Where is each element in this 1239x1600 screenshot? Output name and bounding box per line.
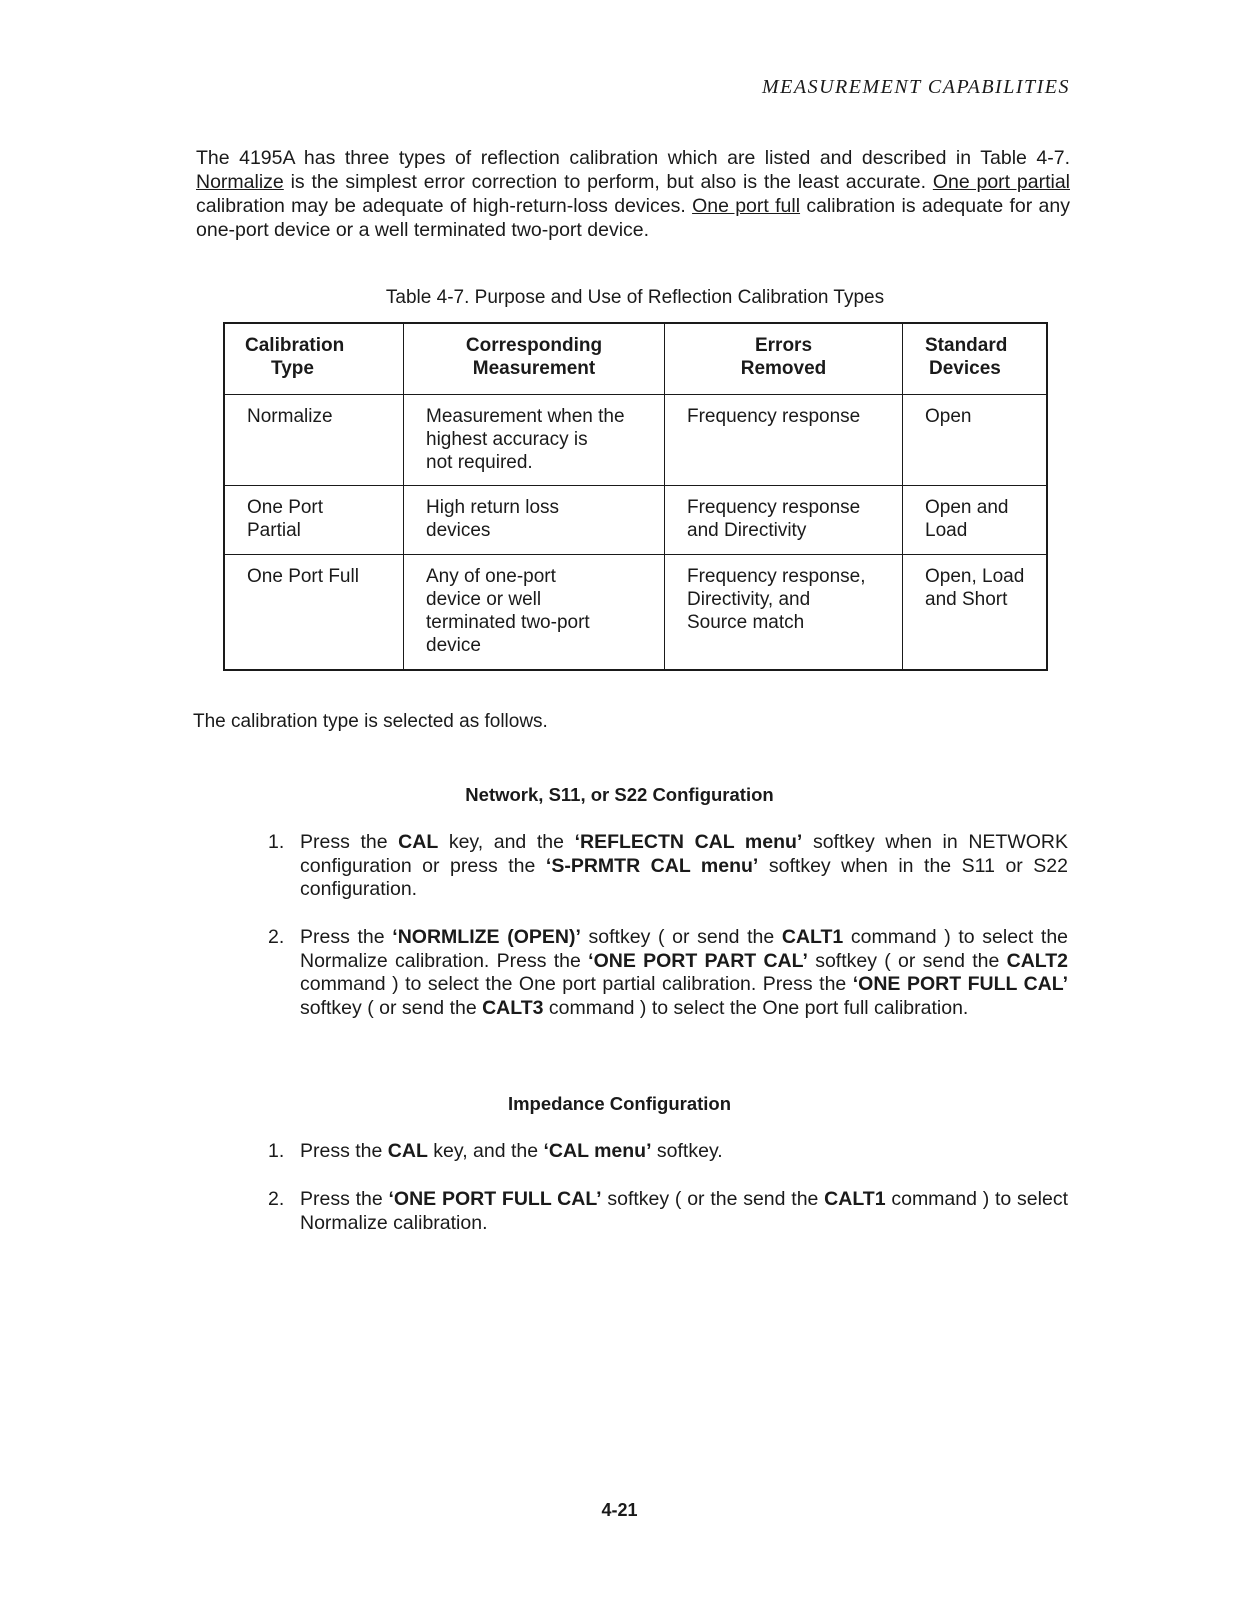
cell-line: Directivity, and: [687, 589, 811, 610]
text-run: softkey when in the S11 or S22 configuration.: [300, 854, 1069, 900]
table-row: [224, 395, 1047, 486]
table-row: [224, 555, 1047, 671]
command-name: CALT1: [824, 1188, 886, 1210]
network-config-heading: Network, S11, or S22 Configuration: [465, 784, 774, 805]
cell-line: High return loss: [426, 497, 560, 518]
cell-line: Any of one-port: [426, 566, 556, 587]
text-run: softkey.: [651, 1140, 723, 1162]
text-run: softkey ( or send the: [300, 996, 483, 1019]
cell-errors: [665, 555, 903, 671]
cell-line: Frequency response: [687, 406, 861, 427]
softkey-name: ‘REFLECTN CAL menu’: [574, 831, 803, 853]
cell-measurement: [404, 486, 665, 555]
softkey-name: ‘ONE PORT PART CAL’: [588, 949, 808, 972]
cell-line: Frequency response,: [687, 566, 866, 587]
cell-line: Open, Load: [925, 566, 1025, 587]
step-text: [300, 1188, 1068, 1235]
cell-line: not required.: [426, 452, 533, 473]
intro-term-one-port-partial: One port partial: [932, 171, 1070, 193]
impedance-step-2: [268, 1188, 1068, 1235]
key-name: CAL: [387, 1140, 428, 1162]
cell-line: device or well: [426, 589, 542, 610]
cell-line: Frequency response: [687, 497, 861, 518]
network-step-1: [268, 831, 1068, 902]
table-row: [224, 486, 1047, 555]
header-text: Corresponding: [465, 335, 603, 356]
cell-measurement: [404, 395, 665, 486]
softkey-name: ‘ONE PORT FULL CAL’: [852, 973, 1068, 995]
cell-line: terminated two-port: [426, 612, 590, 633]
cell-line: Open: [925, 406, 972, 427]
command-name: CALT2: [1006, 949, 1068, 972]
text-run: softkey ( or the send the: [601, 1188, 825, 1210]
text-run: command ) to select the Normalize calibration. Press the: [300, 926, 1069, 972]
cell-line: highest accuracy is: [426, 429, 588, 450]
cell-line: devices: [426, 520, 491, 541]
step-text: [300, 1140, 1068, 1164]
cell-line: Normalize: [247, 406, 333, 427]
step-text: [300, 831, 1068, 902]
page-number: 4-21: [601, 1500, 638, 1520]
header-text: Calibration: [245, 335, 345, 356]
text-run: key, and the: [427, 1140, 544, 1162]
text-run: command ) to select the One port partial calibration. Press the: [300, 973, 853, 995]
text-run: command ) to select Normalize calibration.: [300, 1188, 1068, 1234]
cell-line: device: [426, 635, 481, 656]
step-number: 1.: [268, 1140, 285, 1162]
cell-type: [224, 555, 404, 671]
cell-devices: [903, 395, 1048, 486]
header-errors-removed: [665, 323, 903, 395]
cell-type: [224, 395, 404, 486]
header-calibration-type: [224, 323, 404, 395]
softkey-name: ‘S-PRMTR CAL menu’: [545, 854, 759, 877]
intro-term-one-port-full: One port full: [692, 195, 801, 217]
header-text: Standard: [925, 335, 1008, 356]
softkey-name: ‘CAL menu’: [543, 1140, 652, 1162]
step-number: 2.: [268, 926, 285, 948]
table-caption: Table 4-7. Purpose and Use of Reflection Calibration Types: [385, 287, 885, 308]
text-run: softkey ( or send the: [580, 926, 782, 948]
text-run: command ) to select the One port full calibration.: [543, 996, 969, 1019]
softkey-name: ‘NORMLIZE (OPEN)’: [392, 926, 581, 948]
cell-line: and Directivity: [687, 520, 807, 541]
text-run: softkey when in NETWORK configuration or press the: [300, 831, 1068, 877]
text-run: softkey ( or send the: [807, 949, 1007, 972]
running-header: MEASUREMENT CAPABILITIES: [761, 76, 1070, 98]
cell-devices: [903, 486, 1048, 555]
key-name: CAL: [398, 831, 439, 853]
header-text: Removed: [740, 358, 827, 379]
intro-text-3: calibration may be adequate of high-return-loss devices.: [196, 195, 693, 217]
cell-errors: [665, 486, 903, 555]
cell-line: Measurement when the: [426, 406, 625, 427]
intro-text-2: is the simplest error correction to perform, but also is the least accurate.: [283, 171, 933, 193]
cell-line: and Short: [925, 589, 1008, 610]
impedance-config-heading: Impedance Configuration: [507, 1093, 732, 1114]
selection-intro-text: The calibration type is selected as follows.: [193, 711, 548, 732]
step-number: 1.: [268, 831, 285, 853]
step-number: 2.: [268, 1188, 285, 1210]
cell-devices: [903, 555, 1048, 671]
cell-line: Load: [925, 520, 968, 541]
intro-text-1: The 4195A has three types of reflection calibration which are listed and described in Table 4-7.: [196, 147, 1070, 169]
cell-measurement: [404, 555, 665, 671]
intro-term-normalize: Normalize: [196, 171, 284, 193]
header-text: Measurement: [472, 358, 596, 379]
network-step-2: [268, 926, 1068, 1020]
header-text: Errors: [754, 335, 813, 356]
cell-line: Open and: [925, 497, 1009, 518]
header-corresponding-measurement: [404, 323, 665, 395]
impedance-step-1: [268, 1140, 1068, 1164]
step-text: [300, 926, 1068, 1020]
header-standard-devices: [903, 323, 1048, 395]
calibration-types-table: [223, 322, 1048, 671]
text-run: Press the: [300, 831, 399, 853]
text-run: Press the: [300, 1140, 388, 1162]
text-run: Press the: [300, 926, 393, 948]
text-run: Press the: [300, 1188, 389, 1210]
cell-line: Partial: [247, 520, 301, 541]
header-text: Devices: [929, 358, 1001, 379]
cell-type: [224, 486, 404, 555]
command-name: CALT3: [482, 996, 544, 1019]
command-name: CALT1: [781, 926, 844, 948]
cell-line: Source match: [687, 612, 805, 633]
cell-errors: [665, 395, 903, 486]
intro-paragraph: [196, 146, 1070, 242]
softkey-name: ‘ONE PORT FULL CAL’: [388, 1188, 602, 1210]
intro-text-4: calibration is adequate for any one-port device or a well terminated two-port device.: [196, 195, 1070, 241]
header-text: Type: [271, 358, 314, 379]
cell-line: One Port Full: [247, 566, 359, 587]
table-header-row: [224, 323, 1047, 395]
text-run: key, and the: [438, 831, 575, 853]
cell-line: One Port: [247, 497, 324, 518]
